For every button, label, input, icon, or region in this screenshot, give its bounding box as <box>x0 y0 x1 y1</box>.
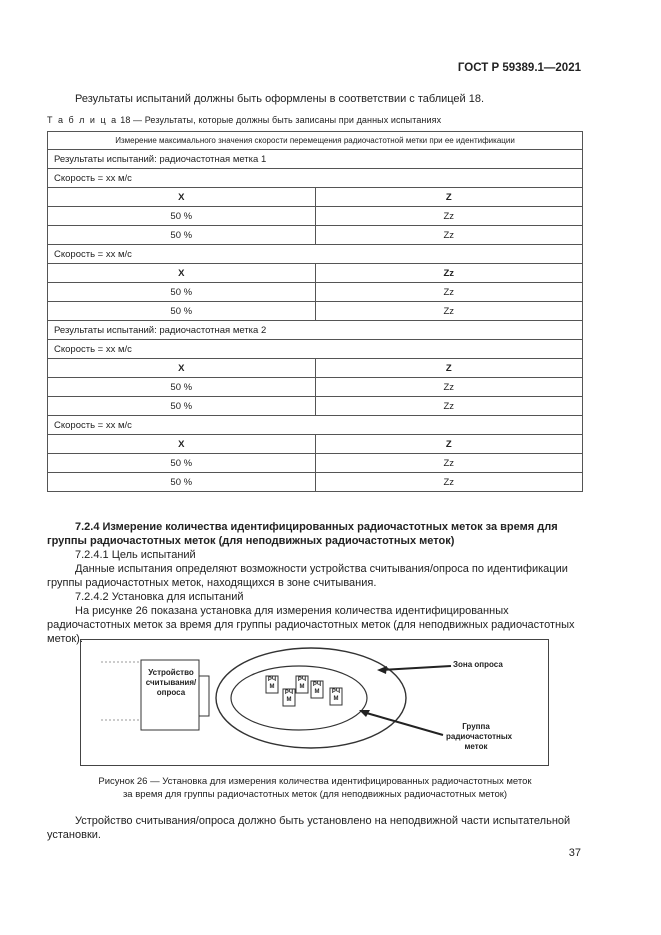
speed-cell: Скорость = xx м/с <box>48 169 583 188</box>
reader-label-line: Устройство <box>148 668 194 677</box>
reader-label-line: считывания/ <box>145 678 197 687</box>
z-value-cell: Zz <box>315 378 583 397</box>
tag-text: РЧ <box>312 682 322 688</box>
table-row <box>48 302 583 321</box>
table-row <box>48 207 583 226</box>
page-number: 37 <box>568 847 581 859</box>
reader-antenna <box>199 676 209 716</box>
tag-text: М <box>333 696 339 702</box>
tag-text: М <box>286 697 292 703</box>
group-label-line: Группа <box>462 722 490 731</box>
rfid-tag-label <box>311 682 323 696</box>
table-row <box>48 321 583 340</box>
subsection-1-text: Данные испытания определяют возможности устройства считывания/опроса по идентификации группы радиочастотных меток, находящихся в зоне считывания. <box>47 563 568 589</box>
document-code: ГОСТ Р 59389.1—2021 <box>457 62 581 74</box>
z-value-cell: Zz <box>315 397 583 416</box>
group-arrow <box>363 712 443 735</box>
speed-cell: Скорость = xx м/с <box>48 416 583 435</box>
table-row <box>48 226 583 245</box>
reader-label-line: опроса <box>156 688 186 697</box>
table-row <box>48 264 583 283</box>
z-value-cell: Zz <box>315 207 583 226</box>
x-value-cell: 50 % <box>48 302 316 321</box>
table-row <box>48 359 583 378</box>
z-value-cell: Zz <box>315 454 583 473</box>
col-x-header: X <box>48 188 316 207</box>
table-caption <box>47 115 441 125</box>
zone-arrowhead <box>377 666 387 674</box>
table-row <box>48 378 583 397</box>
tag-text: М <box>314 689 320 695</box>
x-value-cell: 50 % <box>48 226 316 245</box>
tag-text: РЧ <box>284 690 294 696</box>
rfid-tag-label <box>283 690 295 704</box>
figure-caption <box>47 775 583 801</box>
table-row <box>48 283 583 302</box>
x-value-cell: 50 % <box>48 207 316 226</box>
col-x-header: X <box>48 264 316 283</box>
table-caption-text: 18 — Результаты, которые должны быть записаны при данных испытаниях <box>117 115 442 125</box>
table-caption-prefix: Т а б л и ц а <box>47 115 118 125</box>
x-value-cell: 50 % <box>48 283 316 302</box>
tag-text: РЧ <box>331 689 341 695</box>
subsection-2-text: На рисунке 26 показана установка для измерения количества идентифицированных радиочастотных меток за время для группы радиочастотных меток (для неподвижных радиочастотных меток). <box>47 605 575 645</box>
speed-cell: Скорость = xx м/с <box>48 340 583 359</box>
table-row <box>48 416 583 435</box>
table-row <box>48 188 583 207</box>
table-row <box>48 169 583 188</box>
table-title-cell: Измерение максимального значения скорости перемещения радиочастотной метки при ее идентификации <box>48 132 583 150</box>
z-value-cell: Zz <box>315 283 583 302</box>
table-row <box>48 150 583 169</box>
tag2-cell: Результаты испытаний: радиочастотная метка 2 <box>48 321 583 340</box>
reader-label <box>143 668 199 698</box>
table-row <box>48 245 583 264</box>
subsection-1-title: 7.2.4.1 Цель испытаний <box>75 549 196 561</box>
z-value-cell: Zz <box>315 473 583 492</box>
figure-caption-line: за время для группы радиочастотных меток (для неподвижных радиочастотных меток) <box>122 789 508 800</box>
group-label-line: радиочастотных <box>446 732 513 741</box>
section-heading: 7.2.4 Измерение количества идентифицированных радиочастотных меток за время для группы радиочастотных меток (для неподвижных радиочастотных меток) <box>47 521 558 547</box>
col-z-header: Z <box>315 359 583 378</box>
col-z-header: Z <box>315 188 583 207</box>
group-label-line: меток <box>464 742 488 751</box>
table-row <box>48 454 583 473</box>
zone-label: Зона опроса <box>453 660 503 669</box>
group-label <box>446 722 513 752</box>
x-value-cell: 50 % <box>48 378 316 397</box>
table-row <box>48 435 583 454</box>
tag1-cell: Результаты испытаний: радиочастотная метка 1 <box>48 150 583 169</box>
zone-arrow <box>381 666 451 670</box>
x-value-cell: 50 % <box>48 473 316 492</box>
tag-text: М <box>269 684 275 690</box>
table-row <box>48 473 583 492</box>
tag-text: М <box>299 684 305 690</box>
closing-paragraph: Устройство считывания/опроса должно быть установлено на неподвижной части испытательной установки. <box>47 815 571 841</box>
rfid-tag-label <box>266 677 278 691</box>
col-x-header: X <box>48 435 316 454</box>
x-value-cell: 50 % <box>48 454 316 473</box>
figure-26 <box>80 639 549 766</box>
table-row <box>48 397 583 416</box>
col-z-header: Z <box>315 435 583 454</box>
col-zz-header: Zz <box>315 264 583 283</box>
rfid-tag-label <box>330 689 342 703</box>
tag-text: РЧ <box>297 677 307 683</box>
subsection-2-title: 7.2.4.2 Установка для испытаний <box>75 591 244 603</box>
tag-text: РЧ <box>267 677 277 683</box>
z-value-cell: Zz <box>315 302 583 321</box>
speed-cell: Скорость = xx м/с <box>48 245 583 264</box>
figure-caption-line: Рисунок 26 — Установка для измерения количества идентифицированных радиочастотных меток <box>98 776 532 787</box>
col-x-header: X <box>48 359 316 378</box>
table-row <box>48 340 583 359</box>
table-row <box>48 132 583 150</box>
x-value-cell: 50 % <box>48 397 316 416</box>
intro-paragraph: Результаты испытаний должны быть оформлены в соответствии с таблицей 18. <box>75 93 485 105</box>
rfid-tag-label <box>296 677 308 691</box>
results-table <box>47 131 583 492</box>
z-value-cell: Zz <box>315 226 583 245</box>
